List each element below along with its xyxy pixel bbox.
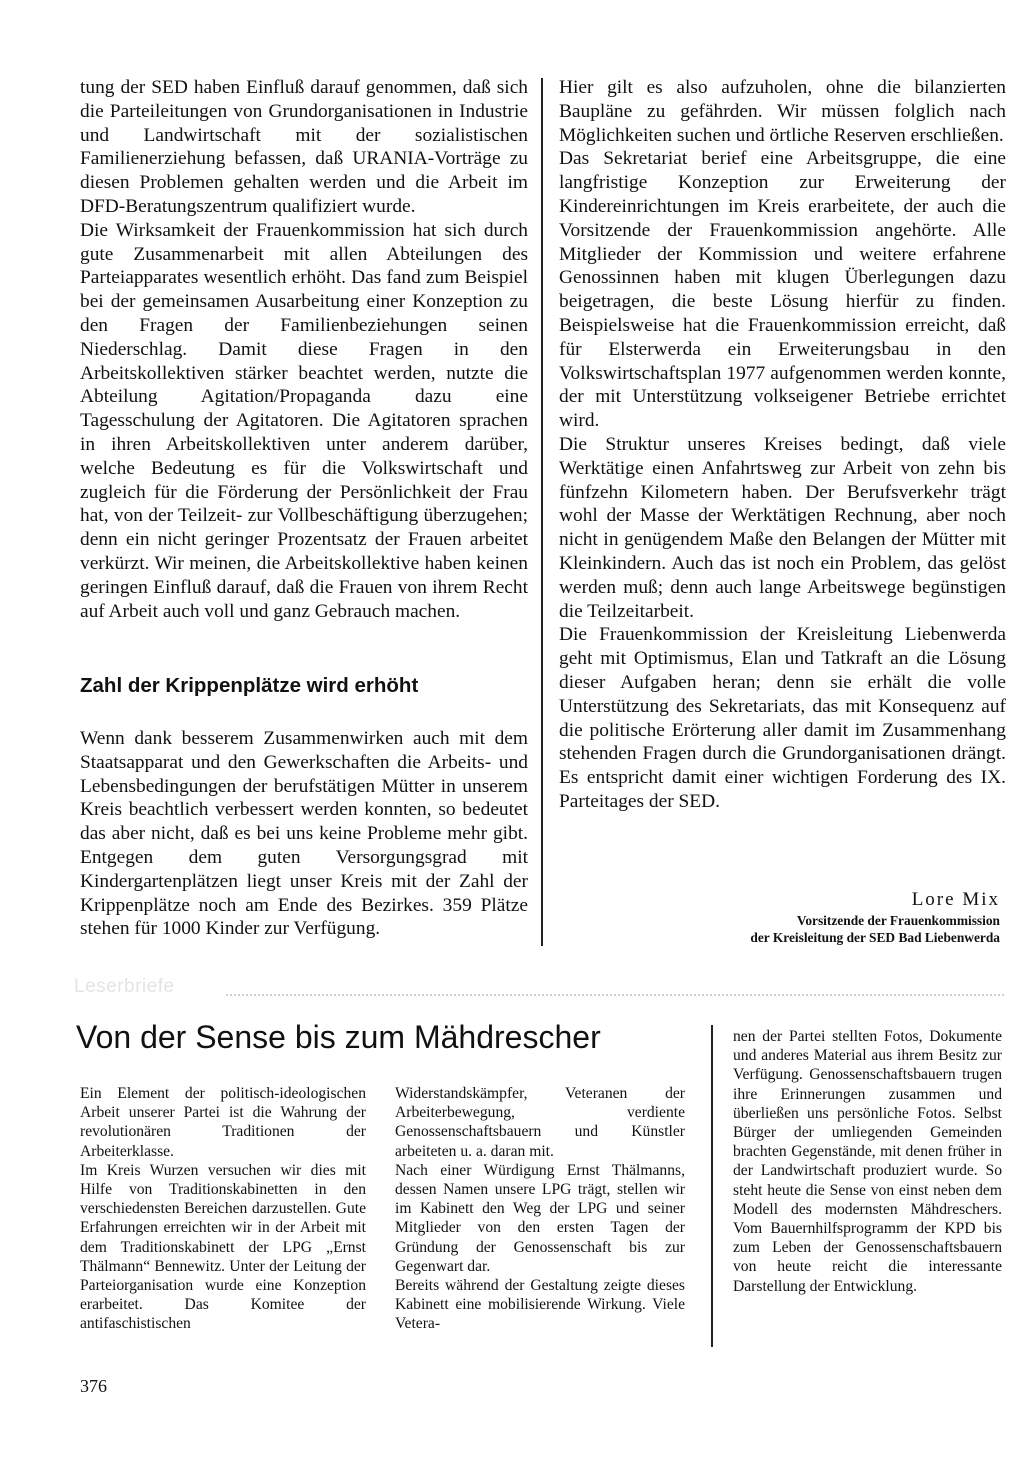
column-divider [711, 1025, 713, 1347]
paragraph: Wenn dank besserem Zusammenwirken auch mit dem Staatsapparat und den Gewerkschaften die Arbeits- und Lebensbedingungen der berufstätigen Mütter in unserem Kreis beachtlich verbessert werden konnten, so bedeutet das aber nicht, daß es bei uns keine Probleme mehr gibt. Entgegen dem guten Versorgungsgrad mit Kindergartenplätzen liegt unser Kreis mit der Zahl der Krippenplätze noch am Ende des Bezirkes. 359 Plätze stehen für 1000 Kinder zur Verfügung. [80, 728, 528, 940]
article-left-column-top [80, 76, 528, 623]
paragraph: Hier gilt es also aufzuholen, ohne die bilanzierten Baupläne zu gefährden. Wir müssen folglich nach Möglichkeiten suchen und örtliche Reserven erschließen. [559, 77, 1006, 146]
paragraph: Ein Element der politisch-ideologischen Arbeit unserer Partei ist die Wahrung der revolutionären Traditionen der Arbeiterklasse. [80, 1085, 366, 1160]
author-signature [580, 888, 1000, 946]
author-role-line: der Kreisleitung der SED Bad Liebenwerda [750, 930, 1000, 945]
paragraph: tung der SED haben Einfluß darauf genommen, daß sich die Parteileitungen von Grundorganisationen in Industrie und Landwirtschaft mit der sozialistischen Familienerziehung befassen, daß URANIA-Vorträge zu diesen Problemen gehalten werden und die Arbeit im DFD-Beratungszentrum qualifiziert wurde. [80, 77, 528, 217]
article-left-column-middle [80, 727, 528, 941]
paragraph: Im Kreis Wurzen versuchen wir dies mit Hilfe von Traditionskabinetten in den verschiedensten Bereichen darzustellen. Gute Erfahrungen erreichten wir in der Arbeit mit dem Traditionskabinett der LPG „Ernst Thälmann“ Bennewitz. Unter der Leitung der Parteiorganisation wurde eine Konzeption erarbeitet. Das Komitee der antifaschistischen [80, 1161, 366, 1333]
column-divider [541, 78, 543, 946]
author-role [580, 912, 1000, 946]
article-right-column [559, 76, 1006, 814]
article-headline: Von der Sense bis zum Mähdrescher [76, 1019, 601, 1055]
author-role-line: Vorsitzende der Frauenkommission [796, 913, 1000, 928]
section-divider [226, 994, 1004, 996]
author-name: Lore Mix [911, 889, 1000, 910]
paragraph: Die Frauenkommission der Kreisleitung Liebenwerda geht mit Optimismus, Elan und Tatkraft an die Lösung dieser Aufgaben heran; denn sie erhält die volle Unterstützung des Sekretariats, das mit Konsequenz auf die politische Erörterung aller damit im Zusammenhang stehenden Fragen durch die Grundorganisationen drängt. Es entspricht damit einer wichtigen Forderung des IX. Parteitages der SED. [559, 624, 1006, 812]
paragraph: Nach einer Würdigung Ernst Thälmanns, dessen Namen unsere LPG trägt, stellen wir im Kabinett den Weg der LPG und seiner Mitglieder von den ersten Tagen der Gründung der Genossenschaft bis zur Gegenwart dar. [395, 1161, 685, 1275]
article2-column-3 [733, 1027, 1002, 1296]
paragraph: Bereits während der Gestaltung zeigte dieses Kabinett eine mobilisierende Wirkung. Viele Vetera- [395, 1277, 685, 1333]
page-number: 376 [80, 1376, 107, 1396]
paragraph: nen der Partei stellten Fotos, Dokumente und anderes Material aus ihrem Besitz zur Verfügung. Genossenschaftsbauern trugen ihre Erinnerungen zusammen und überließen uns persönliche Fotos. Selbst Bürger der umliegenden Gemeinden brachten Gegenstände, mit denen früher in der Landwirtschaft produziert wurde. So steht heute die Sense von einst neben dem Modell des modernsten Mähdreschers. Vom Bauernhilfsprogramm der KPD bis zum Leben der Genossenschaftsbauern von heute reicht die interessante Darstellung der Entwicklung. [733, 1028, 1002, 1295]
paragraph: Widerstandskämpfer, Veteranen der Arbeiterbewegung, verdiente Genossenschaftsbauern und Künstler arbeiteten u. a. daran mit. [395, 1085, 685, 1160]
article2-column-2 [395, 1084, 685, 1334]
paragraph: Die Struktur unseres Kreises bedingt, daß viele Werktätige einen Anfahrtsweg zur Arbeit von zehn bis fünfzehn Kilometern haben. Der Berufsverkehr trägt wohl der Masse der Werktätigen Rechnung, aber noch nicht in genügendem Maße den Belangen der Mütter mit Kleinkindern. Auch das ist noch ein Problem, das gelöst werden muß; denn auch lange Arbeitswege begünstigen die Teilzeitarbeit. [559, 433, 1006, 622]
article2-column-1 [80, 1084, 366, 1334]
section-label: Leserbriefe [74, 976, 175, 997]
paragraph: Die Wirksamkeit der Frauenkommission hat sich durch gute Zusammenarbeit mit allen Abteilungen des Parteiapparates wesentlich erhöht. Das fand zum Beispiel bei der gemeinsamen Ausarbeitung einer Konzeption zu den Fragen der Familienbeziehungen seinen Niederschlag. Damit diese Fragen in den Arbeitskollektiven stärker beachtet werden, nutzte die Abteilung Agitation/Propaganda dazu eine Tagesschulung der Agitatoren. Die Agitatoren sprachen in ihren Arbeitskollektiven unter anderem darüber, welche Bedeutung es für die Volkswirtschaft und zugleich für die Förderung der Persönlichkeit der Frau hat, von der Teilzeit- zur Vollbeschäftigung überzugehen; denn ein nicht geringer Prozentsatz der Frauen arbeitet verkürzt. Wir meinen, die Arbeitskollektive haben keinen geringen Einfluß darauf, daß die Frauen von ihrem Recht auf Arbeit auch voll und ganz Gebrauch machen. [80, 219, 528, 622]
subheading: Zahl der Krippenplätze wird erhöht [80, 674, 419, 697]
paragraph: Das Sekretariat berief eine Arbeitsgruppe, die eine langfristige Konzeption zur Erweiterung der Kindereinrichtungen im Kreis erarbeitete, der auch die Vorsitzende der Frauenkommission angehörte. Alle Mitglieder der Kommission und weitere erfahrene Genossinnen haben mit klugen Überlegungen dazu beigetragen, die beste Lösung hierfür zu finden. Beispielsweise hat die Frauenkommission erreicht, daß für Elsterwerda ein Erweiterungsbau in den Volkswirtschaftsplan 1977 aufgenommen werden konnte, der mit Unterstützung volkseigener Betriebe errichtet wird. [559, 148, 1006, 432]
